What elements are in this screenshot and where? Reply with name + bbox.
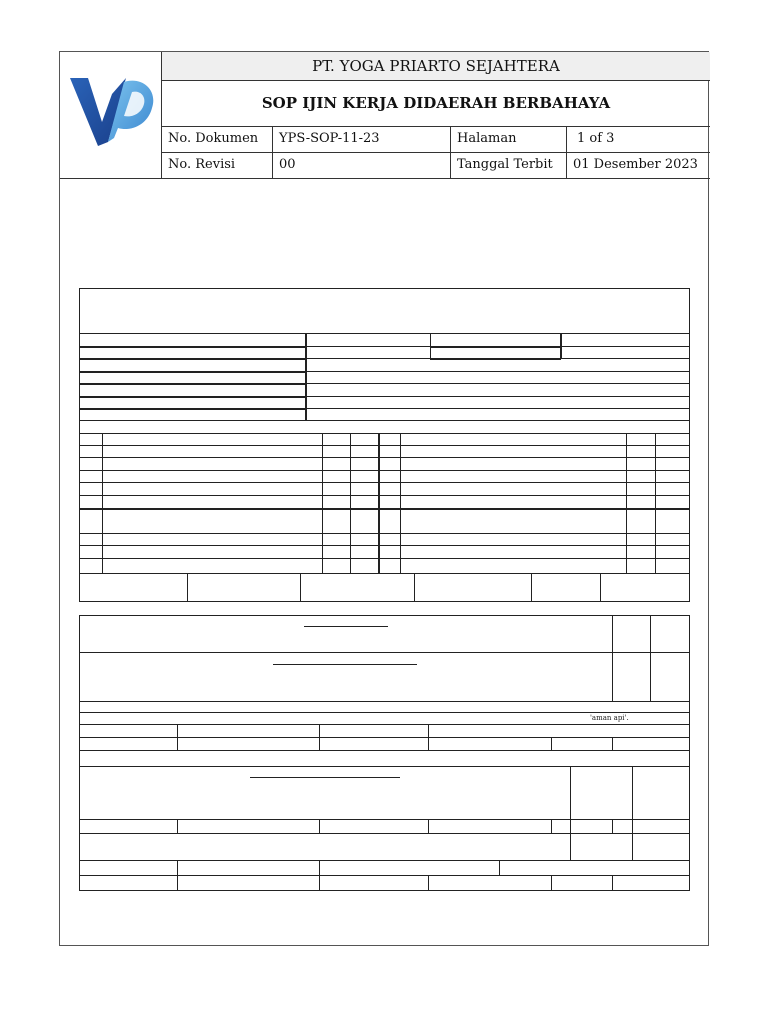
company-name: PT. YOGA PRIARTO SEJAHTERA [162,52,710,81]
doc-no-value: YPS-SOP-11-23 [273,126,451,152]
company-logo [60,52,162,178]
yps-logo-icon [68,72,156,152]
doc-no-label: No. Dokumen [162,126,273,152]
page-label: Halaman [451,126,567,152]
permit-form-lower [79,713,690,891]
page-value: 1 of 3 [577,131,615,146]
issue-date-value: 01 Desember 2023 [573,157,698,172]
issue-date-label: Tanggal Terbit [451,152,567,178]
sop-title: SOP IJIN KERJA DIDAERAH BERBAHAYA [162,80,710,127]
permit-form-lower-top [79,615,690,713]
form-text-fragment: 'aman api'. [590,714,629,722]
revision-value: 00 [273,152,451,178]
permit-form-upper [79,288,690,602]
revision-label: No. Revisi [162,152,273,178]
document-header [60,52,710,179]
